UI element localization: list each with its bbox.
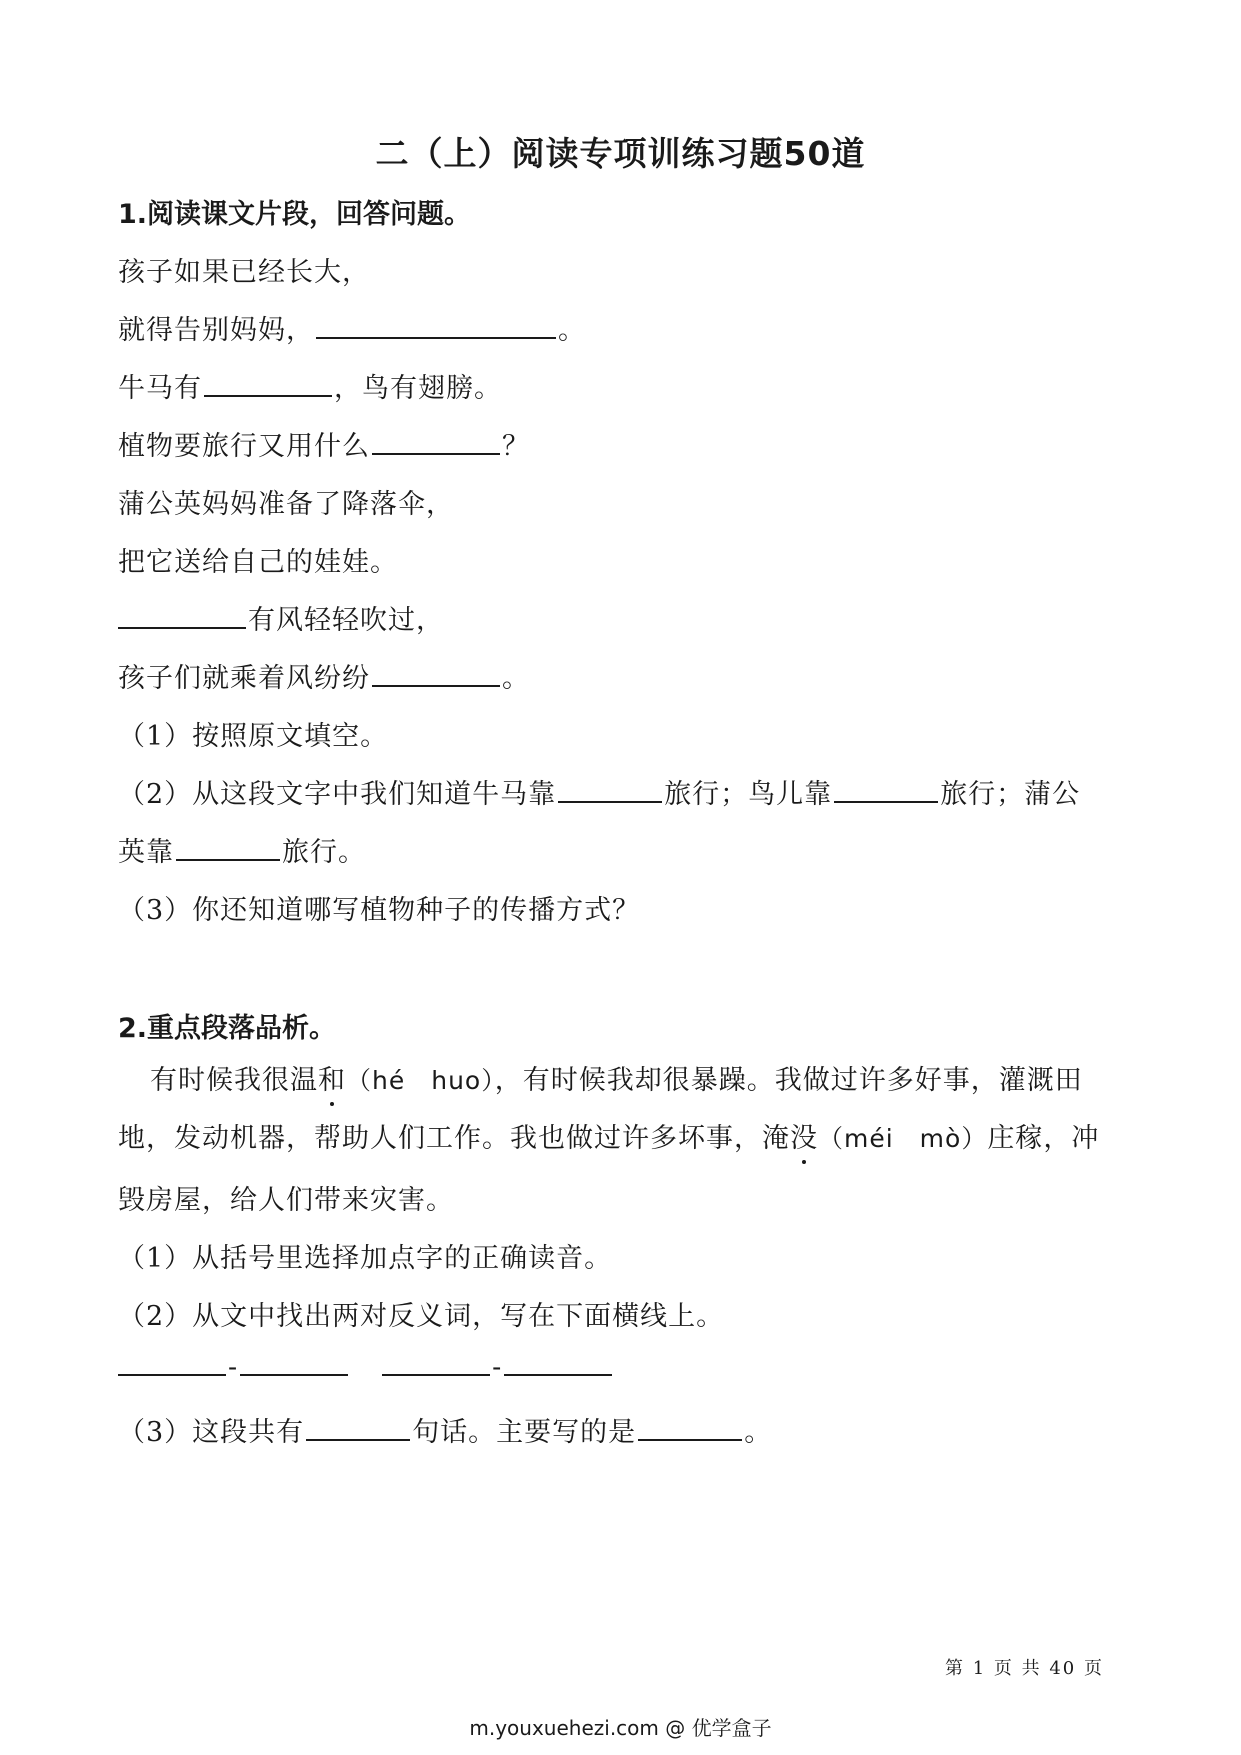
- antonym-blanks: - -: [118, 1352, 614, 1383]
- answer-blank[interactable]: [372, 452, 500, 455]
- answer-blank[interactable]: [118, 1373, 226, 1376]
- poem-line-3: 牛马有 ，鸟有翅膀。: [118, 373, 502, 404]
- q1-subquestion-1: （1）按照原文填空。: [118, 721, 389, 752]
- pinyin-options: （méi mò）: [818, 1124, 988, 1153]
- q1-subquestion-2-cont: 英靠 旅行。: [118, 837, 366, 868]
- q2-subquestion-3: （3）这段共有 句话。主要写的是 。: [118, 1417, 773, 1448]
- paragraph-line-1: 有时候我很温和（hé huo），有时候我却很暴躁。我做过许多好事，灌溉田: [150, 1058, 1083, 1097]
- answer-blank[interactable]: [316, 336, 556, 339]
- page-number: 第 1 页 共 40 页: [945, 1658, 1104, 1679]
- answer-blank[interactable]: [240, 1373, 348, 1376]
- site-watermark: m.youxuehezi.com @ 优学盒子: [469, 1716, 772, 1740]
- question-2-heading: 2.重点段落品析。: [118, 1013, 337, 1044]
- page-title: 二（上）阅读专项训练习题50道: [375, 134, 866, 173]
- answer-blank[interactable]: [176, 858, 280, 861]
- answer-blank[interactable]: [118, 626, 246, 629]
- paragraph-line-3: 毁房屋，给人们带来灾害。: [118, 1185, 454, 1216]
- q1-subquestion-3: （3）你还知道哪写植物种子的传播方式？: [118, 895, 641, 926]
- question-1-heading: 1.阅读课文片段，回答问题。: [118, 199, 472, 230]
- answer-blank[interactable]: [504, 1373, 612, 1376]
- answer-blank[interactable]: [558, 800, 662, 803]
- answer-blank[interactable]: [204, 394, 332, 397]
- q2-subquestion-1: （1）从括号里选择加点字的正确读音。: [118, 1243, 613, 1274]
- answer-blank[interactable]: [638, 1438, 742, 1441]
- q1-subquestion-2: （2）从这段文字中我们知道牛马靠 旅行；鸟儿靠 旅行；蒲公: [118, 779, 1081, 810]
- answer-blank[interactable]: [372, 684, 500, 687]
- poem-line-5: 蒲公英妈妈准备了降落伞，: [118, 489, 454, 520]
- paragraph-line-2: 地，发动机器，帮助人们工作。我也做过许多坏事，淹没（méi mò）庄稼，冲: [118, 1116, 1099, 1155]
- dotted-char: 和: [318, 1058, 346, 1097]
- poem-line-8: 孩子们就乘着风纷纷 。: [118, 663, 530, 694]
- poem-line-2: 就得告别妈妈， 。: [118, 315, 586, 346]
- pinyin-options: （hé huo）: [346, 1066, 495, 1095]
- poem-line-7: 有风轻轻吹过，: [118, 598, 444, 637]
- answer-blank[interactable]: [382, 1373, 490, 1376]
- poem-line-1: 孩子如果已经长大，: [118, 257, 370, 288]
- poem-line-4: 植物要旅行又用什么 ？: [118, 431, 530, 462]
- answer-blank[interactable]: [834, 800, 938, 803]
- q2-subquestion-2: （2）从文中找出两对反义词，写在下面横线上。: [118, 1301, 725, 1332]
- answer-blank[interactable]: [306, 1438, 410, 1441]
- poem-line-6: 把它送给自己的娃娃。: [118, 547, 398, 578]
- dotted-char: 没: [790, 1116, 818, 1155]
